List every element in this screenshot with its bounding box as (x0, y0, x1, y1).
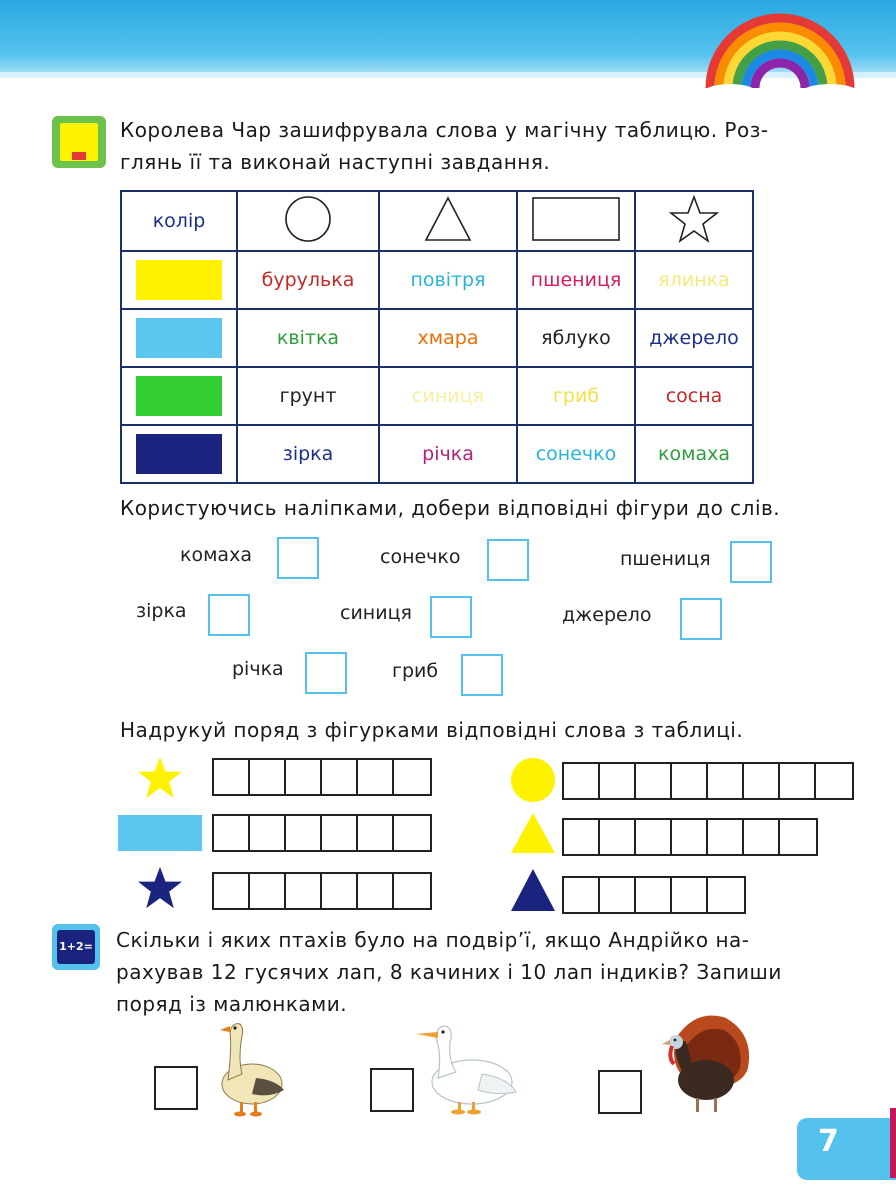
table-word: бурулька (237, 251, 379, 309)
goose-count-box[interactable] (154, 1066, 198, 1110)
navy-triangle-icon (510, 868, 556, 912)
task4-text (116, 924, 782, 1020)
table-word: квітка (237, 309, 379, 367)
table-word: сосна (635, 367, 753, 425)
table-word: джерело (635, 309, 753, 367)
word-label: пшениця (620, 548, 711, 570)
sticker-box[interactable] (430, 596, 472, 638)
table-row (121, 367, 753, 425)
table-word: комаха (635, 425, 753, 483)
word-label: гриб (392, 660, 439, 682)
task1-text (120, 114, 769, 178)
circle-icon (237, 191, 379, 251)
letter-cells-6[interactable] (212, 814, 432, 852)
header-color-cell: колір (121, 191, 237, 251)
math-board-icon (52, 924, 100, 970)
sticker-box[interactable] (277, 537, 319, 579)
yellow-circle-icon (510, 757, 556, 803)
letter-cells-6[interactable] (212, 872, 432, 910)
table-word: синиця (379, 367, 517, 425)
table-word: гриб (517, 367, 635, 425)
page-edge-marker (890, 1108, 896, 1178)
goose-icon (210, 1018, 286, 1118)
color-swatch-cell (121, 367, 237, 425)
sticker-box[interactable] (487, 539, 529, 581)
table-header-row (121, 191, 753, 251)
star-outline-icon (635, 191, 753, 251)
word-label: комаха (180, 544, 252, 566)
word-label: синиця (340, 602, 412, 624)
table-word: пшениця (517, 251, 635, 309)
task3-instruction: Надрукуй поряд з фігурками відповідні слова з таблиці. (120, 718, 744, 742)
navy-star-icon (136, 866, 184, 910)
sticker-box[interactable] (730, 541, 772, 583)
task1-line2: глянь її та виконай наступні завдання. (120, 150, 551, 174)
color-swatch (136, 434, 222, 474)
table-word: яблуко (517, 309, 635, 367)
letter-cells-6[interactable] (212, 758, 432, 796)
table-row (121, 425, 753, 483)
rainbow-icon (700, 8, 860, 108)
table-word: річка (379, 425, 517, 483)
table-word: ялинка (635, 251, 753, 309)
duck-count-box[interactable] (370, 1068, 414, 1112)
magic-table (120, 190, 754, 484)
table-word: грунт (237, 367, 379, 425)
color-swatch-cell (121, 251, 237, 309)
table-word: повітря (379, 251, 517, 309)
color-swatch (136, 376, 222, 416)
yellow-star-icon (136, 756, 184, 800)
sticker-box[interactable] (461, 654, 503, 696)
color-swatch (136, 260, 222, 300)
sticker-box[interactable] (208, 594, 250, 636)
yellow-triangle-icon (510, 812, 556, 854)
word-label: річка (232, 658, 284, 680)
page-tab (797, 1118, 896, 1180)
turkey-icon (656, 1008, 756, 1118)
blue-rectangle-icon (118, 815, 202, 851)
color-swatch-cell (121, 425, 237, 483)
task1-line1: Королева Чар зашифрувала слова у магічну таблицю. Роз- (120, 118, 769, 142)
table-word: сонечко (517, 425, 635, 483)
letter-cells-8[interactable] (562, 762, 854, 800)
task4-line1: Скільки і яких птахів було на подвір’ї, якщо Андрійко на- (116, 928, 750, 952)
word-label: джерело (562, 604, 652, 626)
color-swatch (136, 318, 222, 358)
sticker-box[interactable] (680, 598, 722, 640)
duck-icon (412, 1018, 518, 1118)
letter-cells-7[interactable] (562, 818, 818, 856)
book-icon (52, 116, 106, 168)
table-word: зірка (237, 425, 379, 483)
table-row (121, 251, 753, 309)
table-row (121, 309, 753, 367)
word-label: сонечко (380, 546, 461, 568)
letter-cells-5[interactable] (562, 876, 746, 914)
turkey-count-box[interactable] (598, 1070, 642, 1114)
task4-line3: поряд із малюнками. (116, 992, 348, 1016)
table-word: хмара (379, 309, 517, 367)
sticker-box[interactable] (305, 652, 347, 694)
math-board-label: 1+2= (57, 930, 95, 964)
task2-instruction: Користуючись наліпками, добери відповідні фігури до слів. (120, 496, 781, 520)
triangle-icon (379, 191, 517, 251)
rectangle-icon (517, 191, 635, 251)
page-number: 7 (818, 1124, 839, 1159)
task4-line2: рахував 12 гусячих лап, 8 качиних і 10 лап індиків? Запиши (116, 960, 782, 984)
color-swatch-cell (121, 309, 237, 367)
word-label: зірка (136, 600, 187, 622)
